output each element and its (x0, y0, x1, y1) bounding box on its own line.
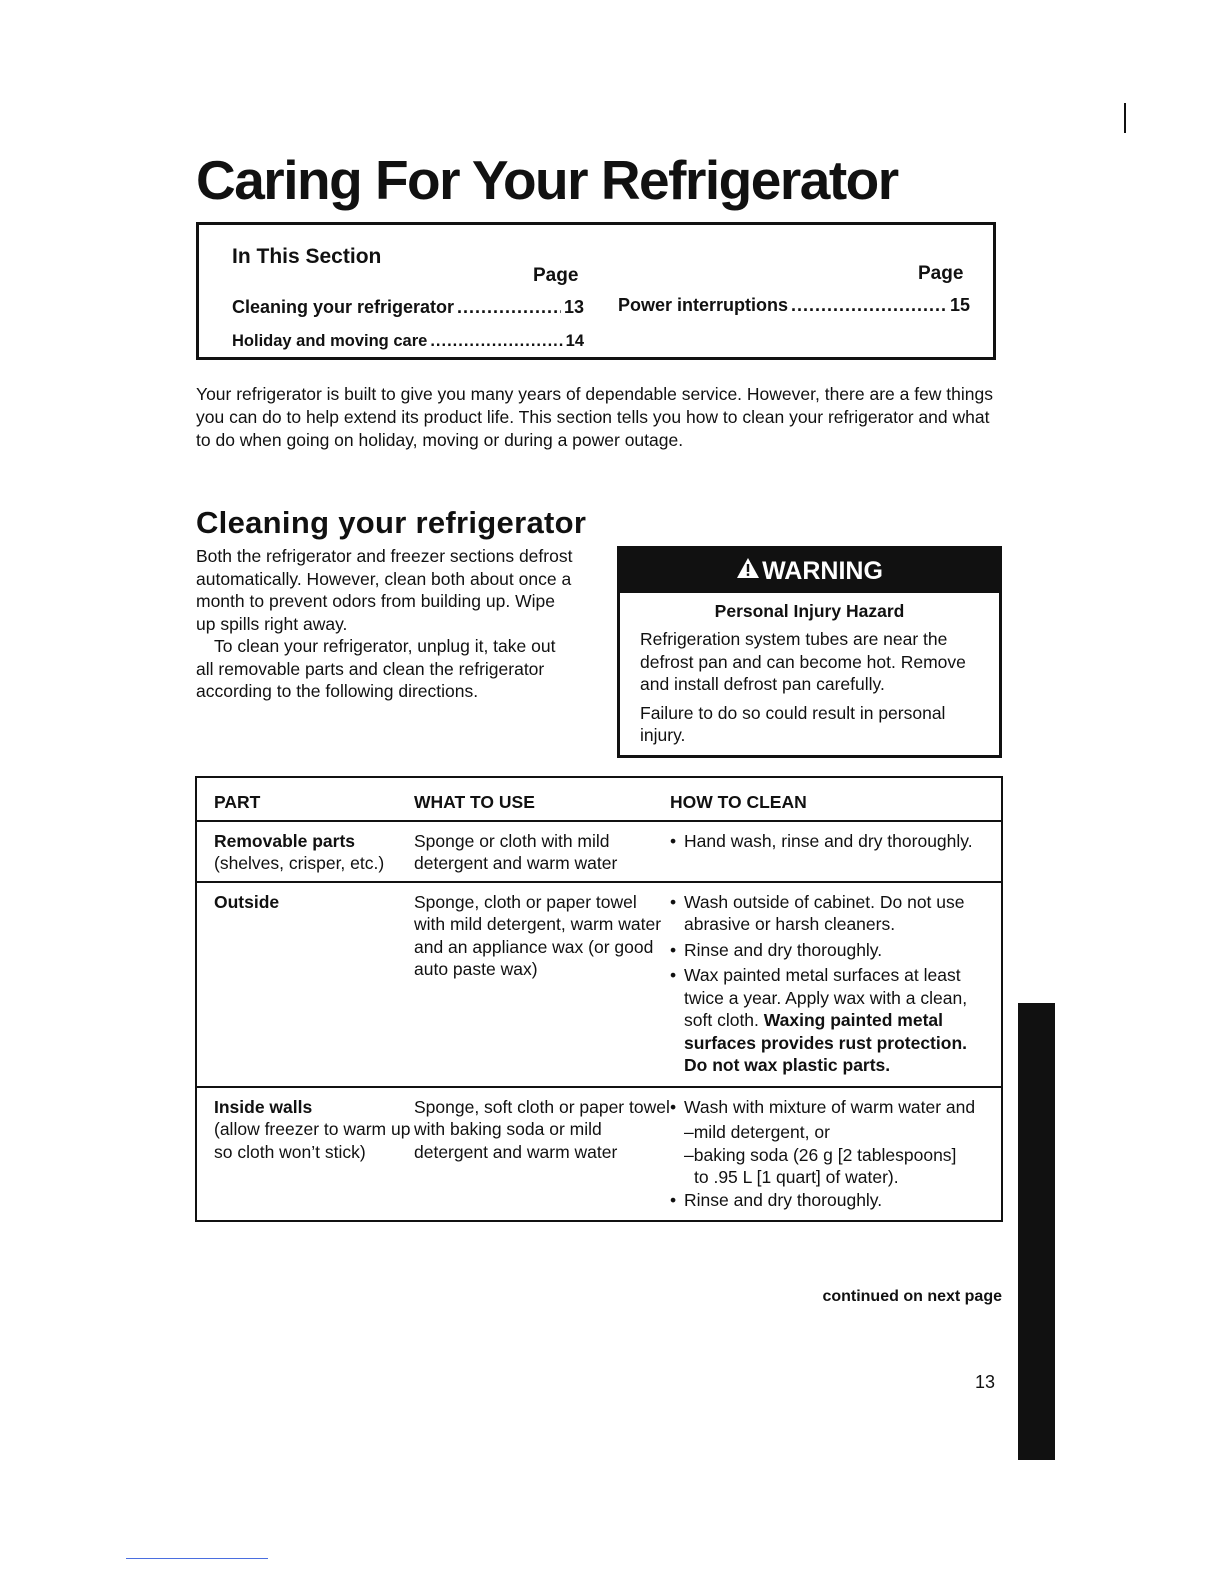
cleaning-table (195, 776, 1003, 1222)
list-item-text: Wax painted metal surfaces at least twice a year. Apply wax with a clean, soft cloth. (684, 965, 968, 1030)
list-item: • Wash with mixture of warm water and (670, 1096, 991, 1119)
toc-entry-page: 13 (563, 297, 584, 317)
toc-page-header-right: Page (918, 263, 964, 284)
part-name: Removable parts (214, 830, 356, 851)
margin-mark (1124, 103, 1126, 133)
warning-subtitle: Personal Injury Hazard (714, 601, 905, 621)
part-note: (allow freezer to warm up so cloth won’t stick) (214, 1119, 411, 1162)
list-item: • Hand wash, rinse and dry thoroughly. (670, 830, 991, 853)
cell-how-to-clean (670, 821, 1002, 882)
toc-entry-power[interactable] (618, 295, 970, 316)
part-note: (shelves, crisper, etc.) (214, 853, 385, 873)
cell-part (196, 821, 414, 882)
table-row (196, 882, 1002, 1087)
table-header-row (196, 777, 1002, 821)
intro-paragraph: Your refrigerator is built to give you many years of dependable service. However, there are a few things you can do to help extend its product life. This section tells you how to clean your refrigerator and what to do when going on holiday, moving or during a power outage. (196, 384, 994, 450)
header-what-to-use: WHAT TO USE (414, 792, 535, 812)
cell-part (196, 882, 414, 1087)
page-title: Caring For Your Refrigerator (196, 149, 898, 211)
toc-heading: In This Section (232, 245, 382, 268)
cell-how-to-clean (670, 1087, 1002, 1222)
toc-entry-cleaning[interactable] (232, 297, 584, 318)
list-item: • Rinse and dry thoroughly. (670, 1189, 991, 1212)
list-item: • Rinse and dry thoroughly. (670, 939, 991, 962)
cell-what-to-use: Sponge, soft cloth or paper towel with baking soda or mild detergent and warm water (414, 1096, 670, 1162)
cleaning-paragraph-2: To clean your refrigerator, unplug it, take out all removable parts and clean the refrigerator according to the following directions. (196, 636, 556, 701)
table-row (196, 1087, 1002, 1222)
toc-leader-dots (791, 295, 947, 316)
toc-entry-page: 14 (565, 332, 584, 350)
list-item: • Wash outside of cabinet. Do not use abrasive or harsh cleaners. (670, 891, 991, 936)
section-tab (1018, 1003, 1055, 1460)
toc-page-header-left: Page (533, 265, 579, 286)
sub-item: –baking soda (26 g [2 tablespoons] (684, 1144, 957, 1165)
footer-rule (126, 1558, 268, 1559)
warning-text-2: Failure to do so could result in personal injury. (640, 702, 946, 745)
cell-part (196, 1087, 414, 1222)
sub-item: –mild detergent, or (684, 1122, 830, 1142)
list-item (670, 964, 991, 1077)
header-how-to-clean: HOW TO CLEAN (670, 792, 807, 812)
plastic-parts-note: Do not wax plastic parts. (684, 1055, 891, 1075)
toc-entry-label: Power interruptions (618, 295, 789, 315)
table-row (196, 821, 1002, 882)
toc-leader-dots (457, 297, 561, 318)
cell-how-to-clean (670, 882, 1002, 1087)
rust-protection-note: Waxing painted metal surfaces provides rust protection. (684, 1010, 967, 1053)
warning-banner (620, 549, 999, 593)
sub-item: to .95 L [1 quart] of water). (694, 1167, 899, 1187)
continued-note: continued on next page (822, 1288, 1002, 1305)
warning-text-1: Refrigeration system tubes are near the defrost pan and can become hot. Remove and install defrost pan carefully. (640, 629, 966, 694)
in-this-section-box (196, 222, 996, 360)
cell-what-to-use: Sponge or cloth with mild detergent and warm water (414, 830, 618, 873)
page-number: 13 (975, 1372, 996, 1392)
warning-triangle-icon (736, 557, 760, 586)
toc-entry-holiday[interactable] (232, 332, 584, 351)
header-part: PART (214, 792, 261, 812)
part-name: Outside (214, 891, 280, 912)
toc-entry-label: Cleaning your refrigerator (232, 297, 455, 317)
part-name: Inside walls (214, 1096, 313, 1117)
cleaning-intro (196, 545, 576, 703)
warning-box (617, 546, 1002, 758)
toc-leader-dots (430, 332, 562, 351)
section-heading: Cleaning your refrigerator (196, 505, 587, 540)
cell-what-to-use: Sponge, cloth or paper towel with mild detergent, warm water and an appliance wax (or good auto paste wax) (414, 891, 662, 979)
toc-entry-page: 15 (949, 295, 970, 315)
warning-label: WARNING (762, 556, 883, 585)
cleaning-paragraph-1: Both the refrigerator and freezer sections defrost automatically. However, clean both about once a month to prevent odors from building up. Wipe up spills right away. (196, 546, 573, 634)
toc-entry-label: Holiday and moving care (232, 332, 428, 350)
